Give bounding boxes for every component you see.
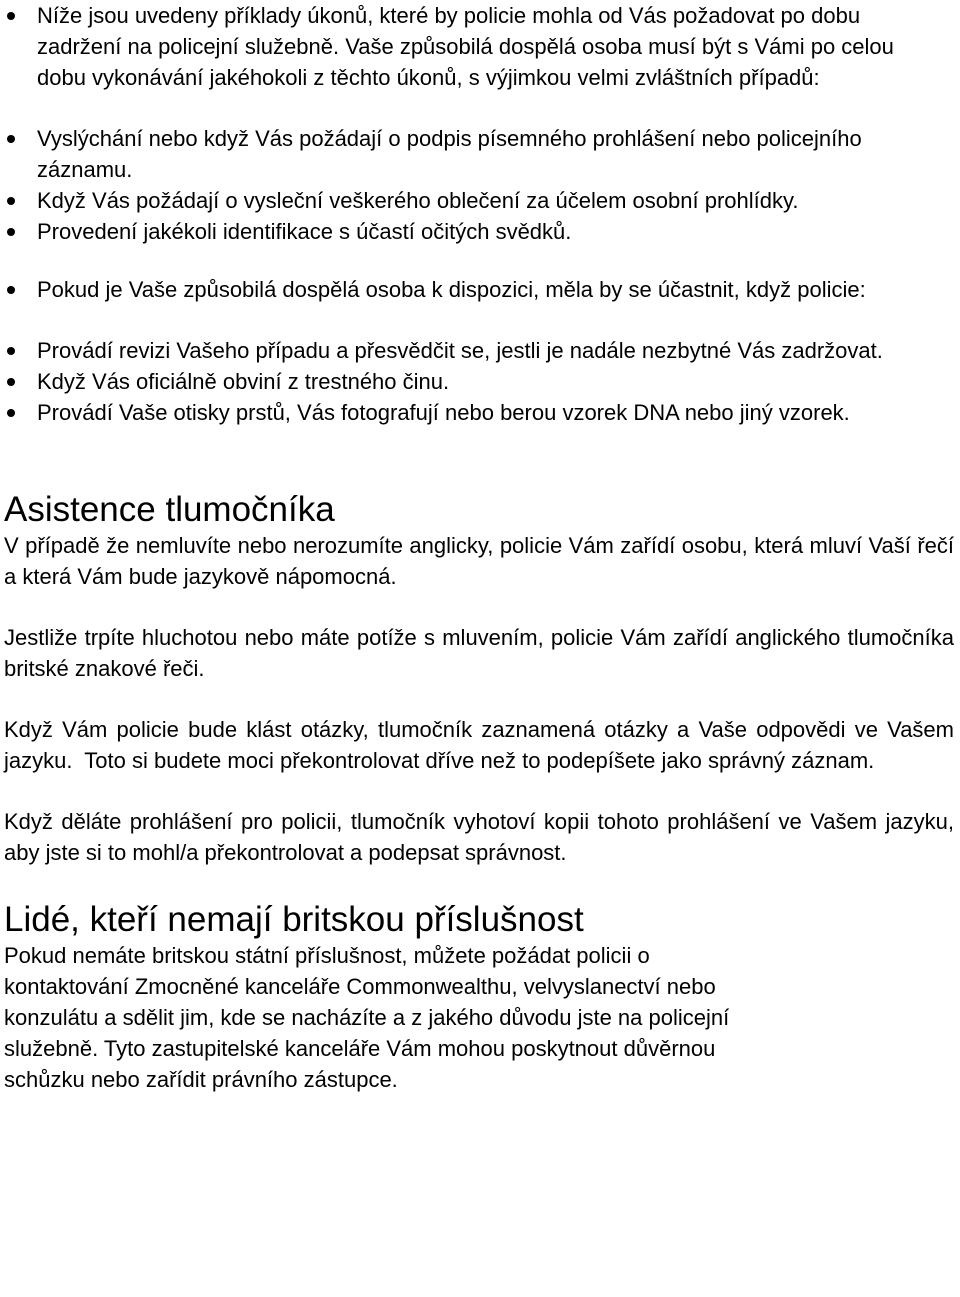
list-item: [0, 274, 960, 305]
bullet-icon: [7, 228, 15, 236]
bullet-icon: [7, 135, 15, 143]
paragraph-line: schůzku nebo zařídit právního zástupce.: [4, 1067, 398, 1092]
list-adult-attendance: [0, 274, 960, 305]
section-heading-interpreter: Asistence tlumočníka: [4, 490, 335, 529]
list-item-text: Provádí revizi Vašeho případu a přesvědčit se, jestli je nadále nezbytné Vás zadržovat.: [37, 338, 883, 363]
paragraph-line: konzulátu a sdělit jim, kde se nacházíte a z jakého důvodu jste na policejní: [4, 1005, 730, 1030]
list-intro-text: Pokud je Vaše způsobilá dospělá osoba k dispozici, měla by se účastnit, když policie:: [37, 277, 866, 302]
list-item-text: Když Vás požádají o vysleční veškerého oblečení za účelem osobní prohlídky.: [37, 188, 799, 213]
paragraph-line: služebně. Tyto zastupitelské kanceláře Vám mohou poskytnout důvěrnou: [4, 1036, 716, 1061]
section-interpreter: [0, 490, 960, 868]
bullet-icon: [7, 197, 15, 205]
list-procedures-requiring-adult: [0, 123, 960, 247]
list-police-actions: [0, 335, 960, 428]
list-item-text: Když Vás oficiálně obviní z trestného činu.: [37, 369, 450, 394]
list-intro-text: Níže jsou uvedeny příklady úkonů, které by policie mohla od Vás požadovat po dobu zadržení na policejní služebně. Vaše způsobilá dospělá osoba musí být s Vámi po celou dobu vykonávání jakéhokoli z těchto úkonů, s výjimkou velmi zvláštních případů:: [37, 3, 894, 90]
bullet-icon: [7, 286, 15, 294]
list-custody-procedures: [0, 0, 960, 93]
list-item: [0, 216, 960, 247]
paragraph: Když děláte prohlášení pro policii, tlumočník vyhotoví kopii tohoto prohlášení ve Vašem jazyku, aby jste si to mohl/a překontrolovat a podepsat správnost.: [4, 809, 954, 865]
list-item-text: Vyslýchání nebo když Vás požádají o podpis písemného prohlášení nebo policejního záznamu.: [37, 126, 862, 182]
bullet-icon: [7, 409, 15, 417]
paragraph: [4, 940, 954, 1095]
section-nationality: [0, 900, 960, 1095]
paragraph: Jestliže trpíte hluchotou nebo máte potíže s mluvením, policie Vám zařídí anglického tlumočníka britské znakové řeči.: [4, 625, 954, 681]
list-item: [0, 0, 960, 93]
list-item: [0, 366, 960, 397]
bullet-icon: [7, 347, 15, 355]
paragraph: V případě že nemluvíte nebo nerozumíte anglicky, policie Vám zařídí osobu, která mluví Vaší řečí a která Vám bude jazykově nápomocná.: [4, 533, 954, 589]
paragraph-line: Pokud nemáte britskou státní příslušnost, můžete požádat policii o: [4, 943, 650, 968]
section-heading-nationality: Lidé, kteří nemají britskou příslušnost: [4, 900, 584, 939]
paragraph-line: kontaktování Zmocněné kanceláře Commonwealthu, velvyslanectví nebo: [4, 974, 716, 999]
list-item: [0, 397, 960, 428]
list-item-text: Provedení jakékoli identifikace s účastí očitých svědků.: [37, 219, 572, 244]
paragraph: Když Vám policie bude klást otázky, tlumočník zaznamená otázky a Vaše odpovědi ve Vašem jazyku. Toto si budete moci překontrolovat dříve než to podepíšete jako správný záznam.: [4, 717, 960, 773]
list-item-text: Provádí Vaše otisky prstů, Vás fotografují nebo berou vzorek DNA nebo jiný vzorek.: [37, 400, 850, 425]
list-item: [0, 185, 960, 216]
list-item: [0, 123, 960, 185]
bullet-icon: [7, 12, 15, 20]
bullet-icon: [7, 378, 15, 386]
list-item: [0, 335, 960, 366]
